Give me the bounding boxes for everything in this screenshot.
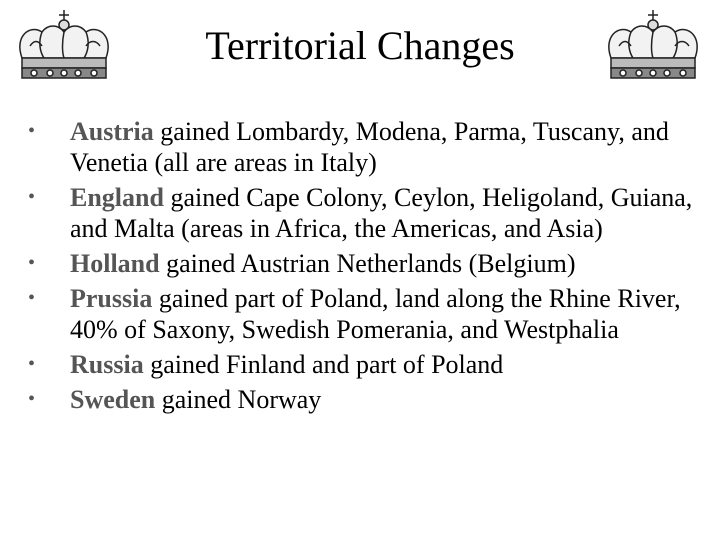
bullet-list (24, 116, 694, 419)
bullet-icon: • (28, 287, 36, 309)
country-name: England (70, 183, 164, 212)
country-name: Russia (70, 350, 144, 379)
page-title: Territorial Changes (205, 23, 515, 68)
list-item (24, 384, 694, 415)
list-item (24, 283, 694, 345)
country-name: Sweden (70, 385, 156, 414)
country-name: Austria (70, 117, 154, 146)
bullet-icon: • (28, 120, 36, 142)
change-text: gained Lombardy, Modena, Parma, Tuscany, and Venetia (all are areas in Italy) (70, 117, 669, 177)
change-text: gained Cape Colony, Ceylon, Heligoland, Guiana, and Malta (areas in Africa, the Americas, and Asia) (70, 183, 693, 243)
list-item (24, 248, 694, 279)
crown-icon (597, 6, 709, 88)
bullet-icon: • (28, 388, 36, 410)
change-text: gained Finland and part of Poland (150, 350, 504, 379)
change-text: gained Austrian Netherlands (Belgium) (166, 249, 576, 278)
change-text: gained part of Poland, land along the Rhine River, 40% of Saxony, Swedish Pomerania, and Westphalia (70, 284, 681, 344)
country-name: Holland (70, 249, 160, 278)
list-item (24, 182, 694, 244)
country-name: Prussia (70, 284, 153, 313)
bullet-icon: • (28, 186, 36, 208)
change-text: gained Norway (161, 385, 322, 414)
bullet-icon: • (28, 353, 36, 375)
list-item (24, 116, 694, 178)
bullet-icon: • (28, 252, 36, 274)
list-item (24, 349, 694, 380)
